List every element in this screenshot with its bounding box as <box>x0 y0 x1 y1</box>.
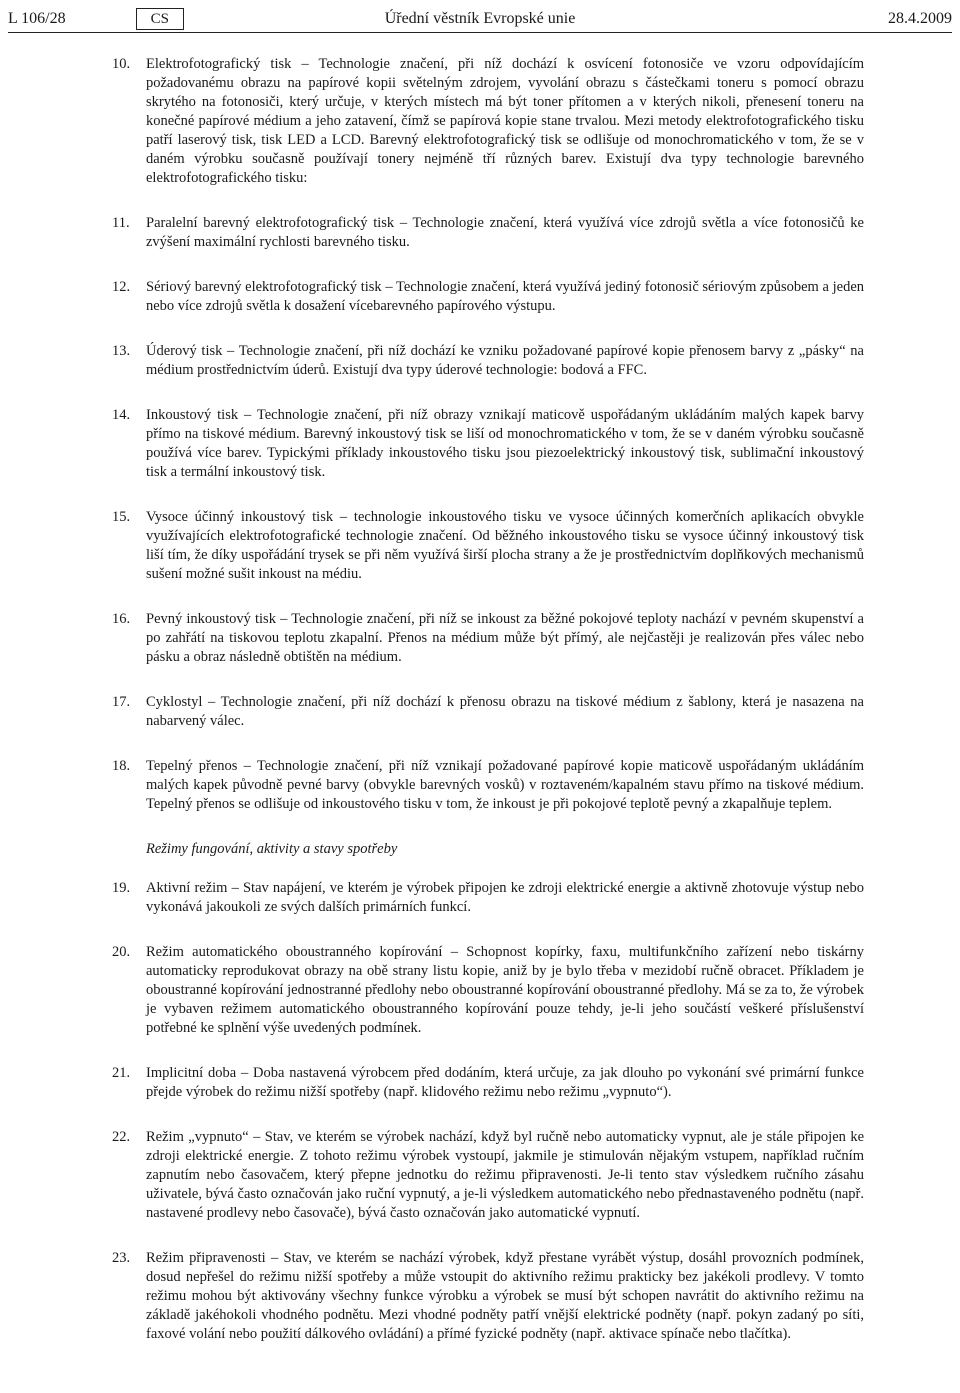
definition-item <box>106 278 864 316</box>
definition-number: 15. <box>112 509 131 525</box>
definition-item <box>106 693 864 731</box>
definition-text: Cyklostyl – Technologie značení, při níž dochází k přenosu obrazu na tiskové médium z šablony, která je nasazena na nabarvený válec. <box>146 694 864 729</box>
definition-number: 23. <box>112 1250 131 1266</box>
definitions-list-modes <box>106 879 864 1344</box>
definition-number: 16. <box>112 611 131 627</box>
definition-item <box>106 406 864 482</box>
definition-item <box>106 342 864 380</box>
definition-number: 18. <box>112 758 131 774</box>
definition-item <box>106 1064 864 1102</box>
journal-title: Úřední věstník Evropské unie <box>384 10 576 27</box>
definitions-list-printing <box>106 55 864 814</box>
definition-text: Vysoce účinný inkoustový tisk – technologie inkoustového tisku ve vysoce účinných komerčních aplikacích obvykle využívajících elektrofotografické technologie značení. Od běžného inkoustového tisku se vysoce účinný inkoustový tisk liší tím, že díky uspořádání trysek se při něm využívá širší plocha strany a že je prostřednictvím doplňkových mechanismů sušení možné sušit inkoust na médiu. <box>146 509 864 582</box>
header-divider <box>8 32 952 33</box>
definition-item <box>106 214 864 252</box>
definition-number: 19. <box>112 880 131 896</box>
definition-text: Úderový tisk – Technologie značení, při níž dochází ke vzniku požadované papírové kopie přenosem barvy z „pásky“ na médium prostřednictvím úderů. Existují dva typy úderové technologie: bodová a FFC. <box>146 343 864 378</box>
definition-text: Režim „vypnuto“ – Stav, ve kterém se výrobek nachází, když byl ručně nebo automaticky vypnut, ale je stále připojen ke zdroji elektrické energie. Z tohoto režimu výrobek vystoupí, jakmile je stimulován nějakým vstupem, například ručním zapnutím nebo časovačem, který přepne jednotku do režimu připravenosti. Je-li tento stav výsledkem ručního zásahu uživatele, bývá často označován jako ruční vypnutý, a je-li výsledkem automatického nebo přednastaveného podnětu (např. nastavené prodlevy nebo časovače), bývá často označován jako automatické vypnutí. <box>146 1129 864 1221</box>
definition-text: Režim připravenosti – Stav, ve kterém se nachází výrobek, když přestane vyrábět výstup, dosáhl provozních podmínek, dosud nepřešel do režimu nižší spotřeby a může vstoupit do aktivního režimu prakticky bez jakékoli prodlevy. V tomto režimu mohou být aktivovány všechny funkce výrobku a výrobek se musí být schopen navrátit do aktivního režimu na základě jakéhokoli vhodného podnětu. Mezi vhodné podněty patří vnější elektrické podněty (např. pokyn zadaný po síti, faxové volání nebo použití dálkového ovládání) a přímé fyzické podněty (např. aktivace spínače nebo tlačítka). <box>146 1250 864 1342</box>
document-body <box>106 55 864 1344</box>
definition-text: Paralelní barevný elektrofotografický tisk – Technologie značení, která využívá více zdrojů světla a více fotonosičů ke zvýšení maximální rychlosti barevného tisku. <box>146 215 864 250</box>
definition-number: 22. <box>112 1129 131 1145</box>
definition-text: Režim automatického oboustranného kopírování – Schopnost kopírky, faxu, multifunkčního zařízení nebo tiskárny automaticky reprodukovat obrazy na obě strany listu kopie, aniž by je bylo třeba v mezidobí ručně obracet. Příkladem je oboustranné kopírování jednostranné předlohy nebo oboustranné kopírování oboustranné předlohy. Má se za to, že výrobek je vybaven režimem automatického oboustranného kopírování pouze tehdy, je-li jeho součástí veškeré příslušenství potřebné ke splnění výše uvedených podmínek. <box>146 944 864 1036</box>
definition-text: Elektrofotografický tisk – Technologie značení, při níž dochází k osvícení fotonosiče ve vzoru odpovídajícím požadovanému obrazu na papírové kopii světelným zdrojem, vyvolání obrazu s částečkami toneru s pomocí obrazu skrytého na fotonosiči, který určuje, v kterých místech má být toner přítomen a v kterých nikoli, přenesení toneru na konečné papírové médium a jeho zatavení, čímž se papírová kopie stane trvalou. Mezi metody elektrofotografického tisku patří laserový tisk, tisk LED a LCD. Barevný elektrofotografický tisk se odlišuje od monochromatického v tom, že se v daném výrobku současně používají tonery nejméně tří různých barev. Existují dva typy technologie barevného elektrofotografického tisku: <box>146 56 864 186</box>
definition-number: 21. <box>112 1065 131 1081</box>
definition-item <box>106 1128 864 1223</box>
header-left <box>8 8 184 30</box>
definition-number: 17. <box>112 694 131 710</box>
definition-text: Tepelný přenos – Technologie značení, při níž vznikají požadované papírové kopie maticově uspořádaným ukládáním malých kapek původně pevné barvy (obvykle barevných vosků) v roztaveném/kapalném stavu přímo na tiskové médium. Tepelný přenos se odlišuje od inkoustového tisku v tom, že inkoust je při pokojové teplotě pevný a zkapalňuje teplem. <box>146 758 864 812</box>
definition-text: Inkoustový tisk – Technologie značení, při níž obrazy vznikají maticově uspořádaným ukládáním malých kapek barvy přímo na tiskové médium. Barevný inkoustový tisk se liší od monochromatického v tom, že se v daném výrobku současně používá více barev. Typickými příklady inkoustového tisku jsou piezoelektrický inkoustový tisk, sublimační inkoustový tisk a termální inkoustový tisk. <box>146 407 864 480</box>
definition-item <box>106 55 864 188</box>
definition-item <box>106 610 864 667</box>
definition-text: Pevný inkoustový tisk – Technologie značení, při níž se inkoust za běžné pokojové teploty nachází v pevném skupenství a po zahřátí na tiskovou teplotu zkapalní. Přenos na médium může být přímý, ale nejčastěji je realizován přes válec nebo pásku a obraz následně obtištěn na médium. <box>146 611 864 665</box>
definition-text: Implicitní doba – Doba nastavená výrobcem před dodáním, která určuje, za jak dlouho po vykonání své primární funkce přejde výrobek do režimu nižší spotřeby (např. klidového režimu nebo režimu „vypnuto“). <box>146 1065 864 1100</box>
section-heading: Režimy fungování, aktivity a stavy spotřeby <box>146 841 398 857</box>
definition-item <box>106 1249 864 1344</box>
definition-number: 11. <box>112 215 130 231</box>
definition-item <box>106 879 864 917</box>
page-reference: L 106/28 <box>8 10 66 27</box>
definition-number: 10. <box>112 56 131 72</box>
definition-number: 13. <box>112 343 131 359</box>
definition-text: Aktivní režim – Stav napájení, ve kterém je výrobek připojen ke zdroji elektrické energie a aktivně zhotovuje výstup nebo vykonává jakoukoli ze svých dalších primárních funkcí. <box>146 880 864 915</box>
definition-text: Sériový barevný elektrofotografický tisk – Technologie značení, která využívá jediný fotonosič sériovým způsobem a jeden nebo více zdrojů světla k dosažení vícebarevného papírového výstupu. <box>146 279 864 314</box>
definition-item <box>106 757 864 814</box>
publication-date: 28.4.2009 <box>888 10 952 27</box>
language-badge: CS <box>136 8 184 30</box>
definition-number: 12. <box>112 279 131 295</box>
definition-number: 20. <box>112 944 131 960</box>
definition-item <box>106 943 864 1038</box>
definition-item <box>106 508 864 584</box>
definition-number: 14. <box>112 407 131 423</box>
page-header <box>8 4 952 34</box>
